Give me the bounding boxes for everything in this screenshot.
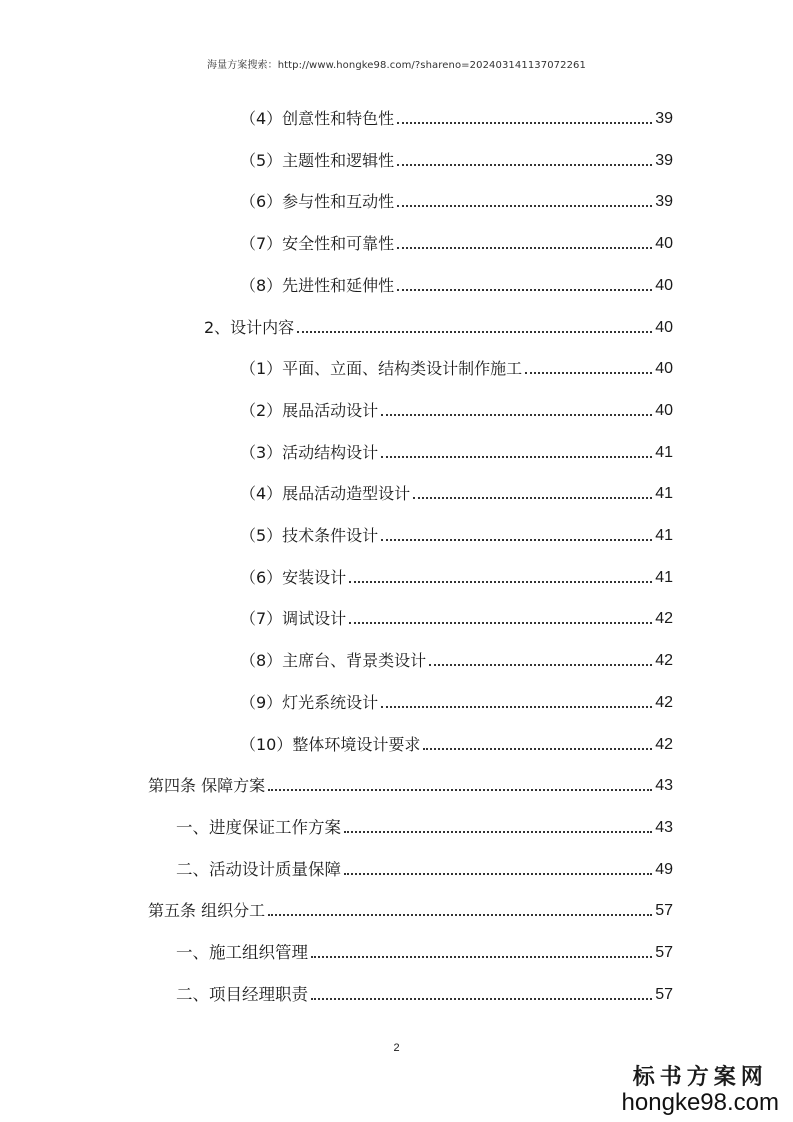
toc-dot-leader (429, 664, 652, 666)
toc-dot-leader (349, 581, 652, 583)
toc-dot-leader (423, 748, 652, 750)
toc-entry-label: （6）参与性和互动性 (240, 192, 395, 211)
toc-entry-page: 41 (655, 485, 673, 502)
toc-dot-leader (381, 456, 652, 458)
toc-entry-label: 二、活动设计质量保障 (176, 860, 341, 879)
toc-entry-page: 40 (655, 360, 673, 377)
toc-entry-label: 2、设计内容 (204, 318, 295, 337)
toc-entry[interactable] (148, 772, 673, 796)
toc-entry-page: 42 (655, 736, 673, 753)
toc-dot-leader (397, 122, 652, 124)
toc-entry-page: 40 (655, 319, 673, 336)
toc-entry-label: 一、施工组织管理 (176, 943, 308, 962)
toc-entry[interactable] (240, 605, 673, 629)
watermark-en: hongke98.com (621, 1089, 779, 1116)
toc-entry-label: （4）展品活动造型设计 (240, 484, 411, 503)
toc-entry-label: （5）主题性和逻辑性 (240, 151, 395, 170)
toc-entry[interactable] (176, 856, 673, 880)
toc-dot-leader (381, 706, 652, 708)
toc-entry[interactable] (240, 564, 673, 588)
watermark-cn: 标书方案网 (632, 1064, 768, 1090)
toc-entry-page: 57 (655, 902, 673, 919)
toc-entry-page: 42 (655, 610, 673, 627)
toc-entry-page: 41 (655, 527, 673, 544)
toc-entry-page: 41 (655, 444, 673, 461)
toc-entry[interactable] (240, 480, 673, 504)
toc-dot-leader (268, 914, 652, 916)
toc-entry[interactable] (240, 188, 673, 212)
toc-entry-label: （10）整体环境设计要求 (240, 735, 421, 754)
page-number: 2 (393, 1042, 400, 1054)
toc-entry-page: 43 (655, 819, 673, 836)
toc-entry[interactable] (240, 272, 673, 296)
toc-entry-label: （3）活动结构设计 (240, 443, 379, 462)
toc-dot-leader (268, 789, 652, 791)
toc-entry-label: （8）先进性和延伸性 (240, 276, 395, 295)
toc-entry[interactable] (240, 147, 673, 171)
toc-dot-leader (397, 289, 652, 291)
toc-entry[interactable] (240, 522, 673, 546)
toc-entry-label: （7）调试设计 (240, 609, 347, 628)
toc-dot-leader (344, 873, 652, 875)
toc-dot-leader (311, 956, 652, 958)
toc-dot-leader (413, 497, 652, 499)
toc-entry-label: （6）安装设计 (240, 568, 347, 587)
toc-entry-label: 第四条 保障方案 (148, 776, 266, 795)
toc-entry-page: 40 (655, 402, 673, 419)
toc-entry-page: 57 (655, 986, 673, 1003)
toc-entry[interactable] (176, 981, 673, 1005)
watermark-logo (622, 1064, 779, 1116)
toc-entry[interactable] (240, 731, 673, 755)
toc-entry-label: 二、项目经理职责 (176, 985, 308, 1004)
toc-entry[interactable] (240, 397, 673, 421)
toc-entry-label: （2）展品活动设计 (240, 401, 379, 420)
toc-entry-page: 42 (655, 694, 673, 711)
toc-entry-label: 一、进度保证工作方案 (176, 818, 341, 837)
toc-entry[interactable] (176, 939, 673, 963)
toc-entry[interactable] (176, 814, 673, 838)
toc-dot-leader (311, 998, 652, 1000)
toc-entry-page: 49 (655, 861, 673, 878)
toc-entry-page: 57 (655, 944, 673, 961)
toc-entry-label: （9）灯光系统设计 (240, 693, 379, 712)
toc-entry-page: 40 (655, 277, 673, 294)
toc-entry[interactable] (240, 689, 673, 713)
toc-entry[interactable] (240, 230, 673, 254)
toc-entry[interactable] (148, 897, 673, 921)
toc-entry[interactable] (204, 314, 673, 338)
toc-entry-page: 42 (655, 652, 673, 669)
toc-entry-label: （7）安全性和可靠性 (240, 234, 395, 253)
toc-dot-leader (397, 205, 652, 207)
toc-entry-page: 40 (655, 235, 673, 252)
toc-dot-leader (381, 539, 652, 541)
toc-entry-page: 39 (655, 110, 673, 127)
toc-entry[interactable] (240, 439, 673, 463)
toc-dot-leader (525, 372, 652, 374)
toc-entry-label: 第五条 组织分工 (148, 901, 266, 920)
toc-entry[interactable] (240, 647, 673, 671)
toc-entry-label: （8）主席台、背景类设计 (240, 651, 427, 670)
toc-dot-leader (381, 414, 652, 416)
toc-entry-label: （1）平面、立面、结构类设计制作施工 (240, 359, 523, 378)
toc-dot-leader (297, 331, 652, 333)
toc-entry[interactable] (240, 355, 673, 379)
toc-dot-leader (397, 247, 652, 249)
toc-entry-page: 39 (655, 193, 673, 210)
toc-dot-leader (349, 622, 652, 624)
toc-entry-label: （4）创意性和特色性 (240, 109, 395, 128)
toc-entry-label: （5）技术条件设计 (240, 526, 379, 545)
toc-dot-leader (344, 831, 652, 833)
toc-entry-page: 41 (655, 569, 673, 586)
toc-entry[interactable] (240, 105, 673, 129)
toc-entry-page: 43 (655, 777, 673, 794)
toc-dot-leader (397, 164, 652, 166)
page-header: 海量方案搜索：http://www.hongke98.com/?shareno=202403141137072261 (207, 60, 586, 71)
toc-entry-page: 39 (655, 152, 673, 169)
